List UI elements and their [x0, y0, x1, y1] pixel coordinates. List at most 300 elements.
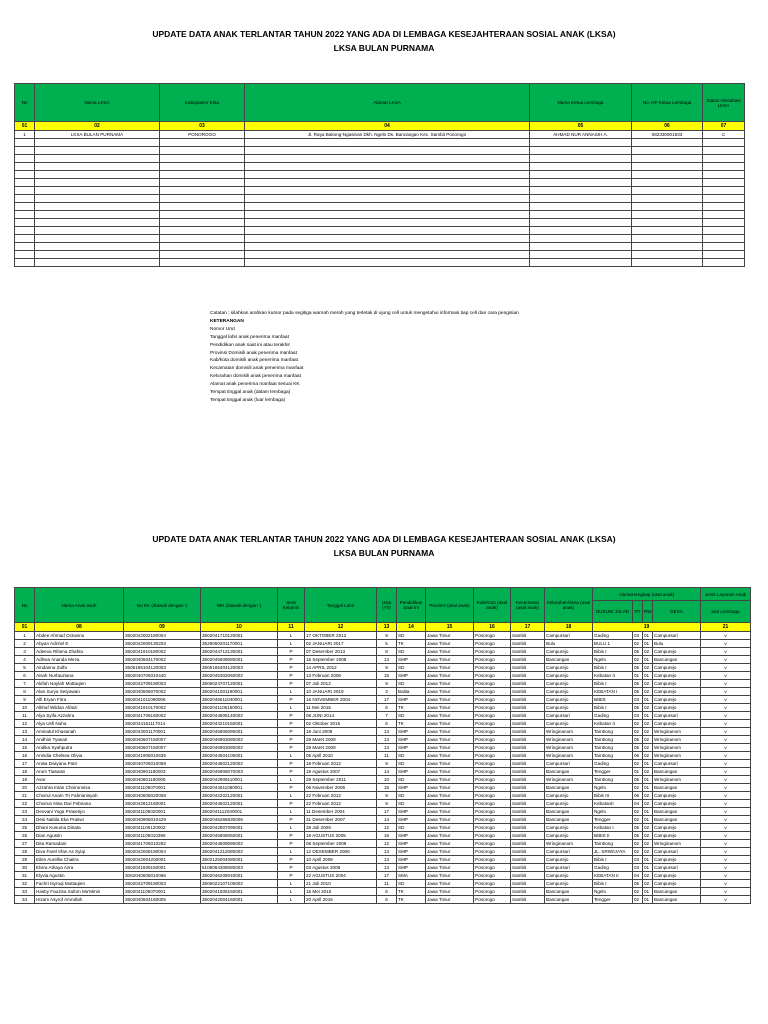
cell: Ponorogo [474, 768, 511, 776]
cell: 02 [633, 760, 643, 768]
cell: 3502045266830006 [201, 816, 278, 824]
cell: Campurejo [545, 800, 593, 808]
cell: Sambit [511, 880, 545, 888]
cell: Choirun Nisa Dwi Febriana [35, 800, 124, 808]
cell: L [278, 776, 305, 784]
cell: 01 [643, 856, 653, 864]
cell: 29 [15, 856, 35, 864]
cell: 3502040905010429 [124, 816, 201, 824]
cell: SD [397, 648, 426, 656]
children-table [14, 587, 751, 904]
cell: Ponorogo [474, 808, 511, 816]
cell: Jawa Timur [426, 688, 474, 696]
empty-cell [530, 211, 632, 219]
cell: 22 Februari 2012 [305, 800, 377, 808]
header-cell: Usia (Th) [377, 588, 397, 623]
cell: Jl. Raya Bakong-Ngasinan Dkh. Ngelo Ds. Bancangan Kec. Sambit Ponorogo [245, 131, 530, 139]
empty-cell [35, 227, 160, 235]
cell: P [278, 720, 305, 728]
cell: v [701, 776, 751, 784]
cell: Adhwa Ananda Meza [35, 656, 124, 664]
cell: Sambit [511, 672, 545, 680]
empty-row [15, 243, 745, 251]
cell: v [701, 840, 751, 848]
cell: 3502044809090002 [201, 840, 278, 848]
header-cell: RW [643, 601, 653, 623]
header-cell: Alamat lengkap (asal anak) [593, 588, 701, 601]
empty-cell [530, 251, 632, 259]
cell: 3502041106120002 [124, 824, 201, 832]
empty-cell [530, 163, 632, 171]
empty-cell [35, 251, 160, 259]
cell: Ponorogo [474, 744, 511, 752]
empty-cell [530, 195, 632, 203]
cell: L [278, 792, 305, 800]
empty-cell [160, 227, 245, 235]
code-cell: 01 [15, 623, 35, 632]
code-cell: 15 [426, 623, 474, 632]
empty-cell [632, 235, 703, 243]
cell: Sambit [511, 728, 545, 736]
empty-cell [15, 147, 35, 155]
cell: 02 JANUARI 2017 [305, 640, 377, 648]
code-cell: 21 [701, 623, 751, 632]
cell: L [278, 896, 305, 904]
empty-cell [15, 211, 35, 219]
cell: 3502040504170002 [124, 656, 201, 664]
empty-cell [245, 155, 530, 163]
cell: Hasby Fauzisa Sulton Mu'Minin [35, 888, 124, 896]
cell: 01 [643, 656, 653, 664]
cell: Wringinanom [653, 752, 701, 760]
table-row [15, 880, 751, 888]
empty-cell [632, 259, 703, 267]
cell: Jawa Timur [426, 736, 474, 744]
table-row [15, 816, 751, 824]
empty-cell [15, 171, 35, 179]
empty-cell [703, 227, 745, 235]
cell: 02 [633, 816, 643, 824]
header-cell: Kecamatan (asal anak) [511, 588, 545, 623]
cell: Ponorogo [474, 792, 511, 800]
cell: 12 [15, 720, 35, 728]
cell: Bancangan [545, 768, 593, 776]
empty-cell [160, 219, 245, 227]
cell: SMP [397, 696, 426, 704]
cell: 3502044712130001 [201, 648, 278, 656]
table-row [15, 800, 751, 808]
empty-cell [530, 259, 632, 267]
cell: Jawa Timur [426, 744, 474, 752]
cell: Sambit [511, 800, 545, 808]
cell: Sambit [511, 792, 545, 800]
cell: 3 [15, 648, 35, 656]
cell: Sambit [511, 760, 545, 768]
empty-cell [530, 227, 632, 235]
cell: SMP [397, 728, 426, 736]
cell: v [701, 784, 751, 792]
cell: Tambong [593, 728, 633, 736]
section2-title-line2: LKSA BULAN PURNAMA [333, 548, 435, 558]
cell: Bibis III [593, 792, 633, 800]
cell: 11 Desember 2004 [305, 808, 377, 816]
cell: Campursari [653, 848, 701, 856]
cell: 3502046208040001 [201, 872, 278, 880]
cell: Sambit [511, 768, 545, 776]
cell: 3502042912160001 [124, 800, 201, 808]
cell: Ponorogo [474, 640, 511, 648]
cell: Alan Surya Setyawan [35, 688, 124, 696]
cell: v [701, 648, 751, 656]
cell: 30 [15, 864, 35, 872]
cell: Ponorogo [474, 864, 511, 872]
empty-cell [35, 147, 160, 155]
cell: 06 November 2006 [305, 784, 377, 792]
empty-row [15, 211, 745, 219]
cell: 3502042004200001 [124, 856, 201, 864]
cell: 3502045908070003 [201, 768, 278, 776]
cell: 02 [643, 840, 653, 848]
cell: v [701, 824, 751, 832]
cell: Jawa Timur [426, 776, 474, 784]
cell: 06 [633, 752, 643, 760]
cell: SMP [397, 848, 426, 856]
cell: 27 [15, 840, 35, 848]
cell: 01 [643, 784, 653, 792]
cell: Jawa Timur [426, 696, 474, 704]
cell: Ponorogo [474, 672, 511, 680]
empty-cell [530, 203, 632, 211]
cell: Campurejo [653, 872, 701, 880]
cell: Jawa Timur [426, 880, 474, 888]
cell: Bancangan [545, 816, 593, 824]
cell: TK [397, 888, 426, 896]
cell: 05 April 2010 [305, 752, 377, 760]
cell: SMP [397, 784, 426, 792]
cell: Bancangan [545, 808, 593, 816]
cell: P [278, 672, 305, 680]
code-cell: 14 [397, 623, 426, 632]
cell: v [701, 712, 751, 720]
cell: 03 Agustus 2008 [305, 864, 377, 872]
cell: Sambit [511, 744, 545, 752]
empty-cell [530, 235, 632, 243]
cell: 3502045302060002 [201, 672, 278, 680]
cell: 04 [633, 872, 643, 880]
cell: 13 [377, 848, 397, 856]
cell: Aindanna Zulfa [35, 664, 124, 672]
cell: 02 [643, 648, 653, 656]
cell: 4 [15, 656, 35, 664]
cell: 3502042709190003 [124, 680, 201, 688]
cell: 13 [377, 656, 397, 664]
cell: v [701, 688, 751, 696]
cell: SD [397, 792, 426, 800]
children-code-row [15, 623, 751, 632]
empty-cell [15, 227, 35, 235]
cell: LKSA BULAN PURNAMA [35, 131, 160, 139]
header-cell: Jenis Layanan Anak [701, 588, 751, 601]
cell: 13 [377, 744, 397, 752]
cell: Tengger [593, 896, 633, 904]
cell: Campurejo [545, 696, 593, 704]
cell: Campursari [545, 712, 593, 720]
empty-cell [703, 211, 745, 219]
cell: L [278, 808, 305, 816]
cell: 08 JUNI 2014 [305, 712, 377, 720]
cell: P [278, 664, 305, 672]
cell: v [701, 680, 751, 688]
cell: 17 OKTOBER 2012 [305, 632, 377, 640]
cell: Bancangan [653, 808, 701, 816]
cell: 16 [377, 832, 397, 840]
cell: 6 [15, 672, 35, 680]
cell: 8 [15, 688, 35, 696]
cell: v [701, 744, 751, 752]
cell: 3502046903080002 [201, 736, 278, 744]
empty-cell [632, 195, 703, 203]
cell: 13 Februari 2006 [305, 672, 377, 680]
table-row [15, 768, 751, 776]
cell: Campurejo [545, 872, 593, 880]
cell: 01 [643, 672, 653, 680]
cell: TK [397, 720, 426, 728]
cell: 01 [643, 808, 653, 816]
cell: 18 Juni 2008 [305, 728, 377, 736]
cell: Campursari [653, 712, 701, 720]
empty-row [15, 171, 745, 179]
cell: Arum Tiaswati [35, 768, 124, 776]
empty-cell [15, 163, 35, 171]
cell: SMP [397, 816, 426, 824]
cell: Ponorogo [474, 704, 511, 712]
empty-cell [530, 155, 632, 163]
table-row [15, 784, 751, 792]
cell: v [701, 720, 751, 728]
empty-cell [703, 235, 745, 243]
cell: 3502045808050001 [201, 832, 278, 840]
cell: Bibis I [593, 648, 633, 656]
cell: 3502044806140002 [201, 712, 278, 720]
header-cell: Kab/Kota (asal anak) [474, 588, 511, 623]
cell: v [701, 760, 751, 768]
cell: 02 [633, 888, 643, 896]
cell: Campurejo [653, 800, 701, 808]
keterangan-item: Provinsi Domisili anak penerima manfaat [210, 350, 297, 356]
cell: Ponorogo [474, 880, 511, 888]
empty-cell [703, 155, 745, 163]
cell: Jawa Timur [426, 792, 474, 800]
cell: P [278, 784, 305, 792]
cell: Campurejo [545, 680, 593, 688]
empty-cell [35, 219, 160, 227]
cell: Bulu [653, 640, 701, 648]
cell: Bancangan [653, 888, 701, 896]
keterangan-item: Alamat anak penerima manfaat sesuai KK [210, 382, 300, 388]
cell: SD [397, 632, 426, 640]
cell: Campurejo [653, 880, 701, 888]
cell: 082330901933 [632, 131, 703, 139]
cell: P [278, 840, 305, 848]
cell: Jawa Timur [426, 808, 474, 816]
table-row [15, 896, 751, 904]
cell: L [278, 688, 305, 696]
cell: SMP [397, 856, 426, 864]
cell: 3502042002180004 [124, 632, 201, 640]
cell: v [701, 896, 751, 904]
table-row [15, 648, 751, 656]
empty-row [15, 219, 745, 227]
keterangan-item: Kelurahan domisili anak penerima manfaat [210, 374, 301, 380]
header-cell: Nama Anak asuh [35, 588, 124, 623]
cell: 18 AGUSTUS 2005 [305, 832, 377, 840]
cell: 25 [15, 824, 35, 832]
cell: P [278, 856, 305, 864]
cell: 3502041710120001 [201, 632, 278, 640]
cell: 32 [15, 880, 35, 888]
cell: Ponorogo [474, 688, 511, 696]
cell: 9 [15, 696, 35, 704]
cell: SD [397, 664, 426, 672]
cell: 3502042008190004 [124, 848, 201, 856]
cell: 05 [633, 648, 643, 656]
cell: Ngelo [593, 656, 633, 664]
cell: P [278, 648, 305, 656]
cell: v [701, 752, 751, 760]
cell: Ponorogo [474, 840, 511, 848]
cell: SMP [397, 832, 426, 840]
cell: 3502041506150001 [124, 864, 201, 872]
code-cell: 19 [593, 623, 701, 632]
empty-cell [15, 251, 35, 259]
cell: Bancangan [545, 784, 593, 792]
cell: 05 [633, 880, 643, 888]
header-cell: No KK (diawali dengan ') [124, 588, 201, 623]
cell: TK [397, 704, 426, 712]
cell: Campurejo [545, 664, 593, 672]
cell: v [701, 792, 751, 800]
empty-cell [632, 179, 703, 187]
header-cell: Kabupaten/ Kota [160, 84, 245, 122]
table-row [15, 131, 745, 139]
cell: 07 Juli 2012 [305, 680, 377, 688]
cell: Gading [593, 864, 633, 872]
cell: Jawa Timur [426, 728, 474, 736]
cell: L [278, 880, 305, 888]
cell: 02 [643, 824, 653, 832]
cell: 18 [15, 768, 35, 776]
cell: BIBIS [593, 696, 633, 704]
cell: 6 [377, 704, 397, 712]
empty-cell [245, 243, 530, 251]
cell: 05 [633, 736, 643, 744]
cell: 01 [633, 672, 643, 680]
cell: 11 [15, 712, 35, 720]
cell: Sambit [511, 888, 545, 896]
header-cell: Pendidikan Saat Ini [397, 588, 426, 623]
cell: 6 [377, 888, 397, 896]
cell: 03 [633, 712, 643, 720]
cell: Sambit [511, 696, 545, 704]
cell: 15 [15, 744, 35, 752]
header-cell: Tanggal Lahir [305, 588, 377, 623]
cell: 3502040705010440 [124, 672, 201, 680]
cell: 3506024707120001 [201, 680, 278, 688]
cell: Campurejo [653, 856, 701, 864]
keterangan-item: Kecamatan domisili anak penerima manfaat [210, 366, 304, 372]
cell: Andika Syahputra [35, 744, 124, 752]
empty-cell [703, 147, 745, 155]
empty-cell [632, 147, 703, 155]
cell: Ponorogo [474, 712, 511, 720]
cell: Bibis I [593, 856, 633, 864]
cell: Ponorogo [474, 720, 511, 728]
cell: 3502041105070001 [124, 888, 201, 896]
code-cell: 09 [124, 623, 201, 632]
cell: Ponorogo [474, 816, 511, 824]
empty-cell [245, 235, 530, 243]
cell: Sambit [511, 864, 545, 872]
cell: 3505165104120003 [124, 664, 201, 672]
table-row [15, 776, 751, 784]
cell: Jawa Timur [426, 672, 474, 680]
cell: 8 [377, 648, 397, 656]
empty-row [15, 259, 745, 267]
empty-cell [530, 171, 632, 179]
cell: 3502040607150007 [124, 736, 201, 744]
cell: Ponorogo [474, 736, 511, 744]
cell: Campurejo [653, 680, 701, 688]
cell: Tengger [593, 768, 633, 776]
cell: Aisah Nurfauziana [35, 672, 124, 680]
cell: 19 [15, 776, 35, 784]
cell: 14 APRIL 2012 [305, 664, 377, 672]
cell: P [278, 712, 305, 720]
cell: 5108064308080003 [201, 864, 278, 872]
keterangan-item: Tempat tinggal anak (dalam lembaga) [210, 390, 291, 396]
empty-cell [632, 139, 703, 147]
cell: 02 [633, 656, 643, 664]
empty-cell [15, 179, 35, 187]
cell: Sambit [511, 664, 545, 672]
cell: Bancangan [653, 656, 701, 664]
cell: SMP [397, 768, 426, 776]
cell: Choirul Anam Tri Fabrianisyah [35, 792, 124, 800]
empty-cell [15, 139, 35, 147]
empty-cell [530, 187, 632, 195]
cell: SD [397, 712, 426, 720]
empty-row [15, 227, 745, 235]
cell: 13 [377, 736, 397, 744]
cell: P [278, 768, 305, 776]
cell: KebatanII [593, 800, 633, 808]
cell: Bancangan [545, 896, 593, 904]
cell: 1 [15, 131, 35, 139]
cell: Sambit [511, 752, 545, 760]
section1-title-line2: LKSA BULAN PURNAMA [333, 43, 435, 53]
cell: SMP [397, 736, 426, 744]
cell: Jawa Timur [426, 840, 474, 848]
cell: v [701, 864, 751, 872]
cell: 02 Oktober 2015 [305, 720, 377, 728]
table-row [15, 728, 751, 736]
cell: Alfi Eryan Fitra [35, 696, 124, 704]
cell: Campurejo [653, 664, 701, 672]
cell: 3502040506070002 [124, 688, 201, 696]
cell: Campurejo [545, 688, 593, 696]
cell: 3502046903080002 [201, 744, 278, 752]
cell: Jawa Timur [426, 640, 474, 648]
